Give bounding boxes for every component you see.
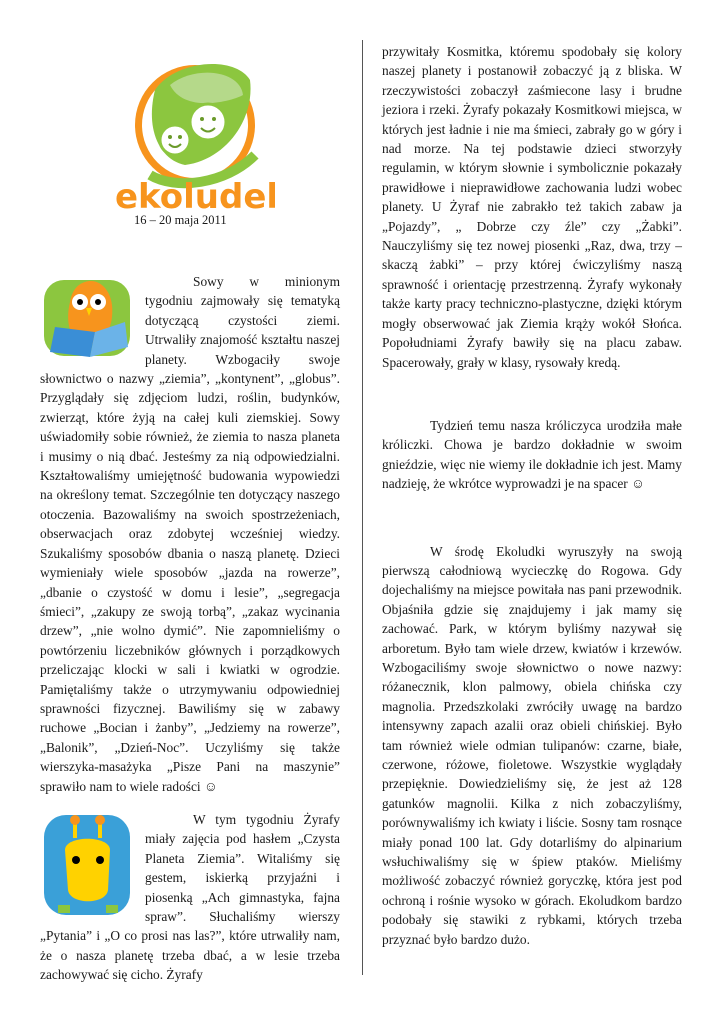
paragraph-sowy: Sowy w minionym tygodniu zajmowały się tematyką dotyczącą czystości ziemi. Utrwaliły znajomość kształtu naszej planety. Wzbogaciły swoje słownictwo o nazwy „ziemia”, „kontynent”, „globus”. Przyglądały się zdjęciom ludzi, roślin, budynków, zwierząt, które żyją na całej kuli ziemskiej. Sowy uświadomiły sobie również, że ziemia to nasza planeta i musimy o nią dbać. Jesteśmy za nią odpowiedzialni. Kształtowaliśmy umiejętność budowania wypowiedzi na określony temat. Szczególnie ten dotyczący naszego otoczenia. Bazowaliśmy na swoich spostrzeżeniach, obserwacjach oraz zdobytej wcześniej wiedzy. Szukaliśmy sposobów dbania o naszą planetę. Dzieci wymieniały wiele sposobów „jazda na rowerze”, „dbanie o czystość w domu i lesie”, „segregacja śmieci”, „zakupy ze swoją torbą”, „zakaz wycinania drzew”, „nie wolno dymić”. Nie zapomnieliśmy o powtórzeniu liczebników głównych i porządkowych przeliczając klocki w sali i kwiatki w ogrodzie. Pamiętaliśmy także o utrzymywaniu odpowiedniej sprawności fizycznej. Bawiliśmy się w zabawy ruchowe „Bocian i żanby”, „Jedziemy na rowerze”, „Balonik”, „Dzień-Noc”. Uczyliśmy się także wierszyka-masażyka „Pisze Pani na maszynie” sprawiło nam to wiele radości ☺ bbox=[40, 274, 340, 794]
date-range: 16 – 20 maja 2011 bbox=[134, 213, 227, 227]
column-divider bbox=[362, 40, 363, 975]
owl-icon bbox=[40, 272, 135, 362]
right-column bbox=[382, 42, 682, 949]
paragraph-zyrafy-cont: przywitały Kosmitka, któremu spodobały się kolory naszej planety i postanowił zobaczyć ją z bliska. W rzeczywistości zobaczył zaśmiecone lasy i brudne jeziora i rzeki. Żyrafy pokazały Kosmitkowi miejsca, w których jest ładnie i nie ma śmieci, zabrały go w góry i nad morze. Na tej podstawie dzieci stworzyły regulamin, w którym słownie i symbolicznie pokazały prawidłowe i nieprawidłowe zachowania ludzi wobec planety. U Żyraf nie zabrakło też takich zabaw ja „Pojazdy”, „ Dobrze czy źle” czy „Żabki”. Nauczyliśmy się tez nowej piosenki „Raz, dwa, trzy – skaczą żabki” – przy której ćwiczyliśmy naszą sprawność i orientację przestrzenną. Żyrafy wykonały także karty pracy techniczno-plastyczne, dzięki którym mogły obserwować jak Ziemia krąży wokół Słońca. Popołudniami Żyrafy bawiły się na placu zabaw. Spacerowały, grały w klasy, rysowały kredą. bbox=[382, 44, 682, 370]
left-column bbox=[40, 272, 340, 985]
paragraph-wycieczka: W środę Ekoludki wyruszyły na swoją pierwszą całodniową wycieczkę do Rogowa. Gdy dojechaliśmy na miejsce powitała nas pani przewodnik. Objaśniła gdzie się znajdujemy i jak mamy się zachować. Park, w którym byliśmy nazywał się arboretum. Było tam wiele drzew, kwiatów i krzewów. Wzbogaciliśmy swoje słownictwo o nowe nazwy: różanecznik, klon palmowy, obiela chińska czy magnolia. Przedszkolaki zwróciły uwagę na bardzo intensywny zapach azalii oraz obieli chińskiej. Było tam również wiele odmian tulipanów: czarne, białe, czerwone, różowe, fioletowe. Wszystkie wyglądały przepięknie. Dowiedzieliśmy się, że jest aż 128 gatunków magnolii. Kilka z nich zobaczyliśmy, porównywaliśmy ich kwiaty i liście. Sosny tam rosnące miały ponad 100 lat. Gdy dotarliśmy do alpinarium wsłuchiwaliśmy się w śpiew ptaków. Mieliśmy możliwość zobaczyć również goryczkę, która jest pod ochroną i rośnie wysoko w górach. Ekoludkom bardzo podobały się stawiki z rybkami, których trzeba przyznać było bardzo dużo. bbox=[382, 543, 682, 947]
giraffe-icon bbox=[40, 810, 135, 920]
paragraph-zyrafy: W tym tygodniu Żyrafy miały zajęcia pod hasłem „Czysta Planeta Ziemia”. Witaliśmy się gestem, iskierką przyjaźni i piosenką „Ach gimnastyka, fajna spraw”. Słuchaliśmy wierszy „Pytania” i „O co prosi nas las?”, które utrwaliły nam, że o nasza planetę trzeba dbać, a w lesie trzeba zachowywać się cicho. Żyrafy bbox=[40, 811, 340, 983]
logo-text: ekoludek bbox=[115, 177, 275, 217]
paragraph-kroliczyca: Tydzień temu nasza króliczyca urodziła małe króliczki. Chowa je bardzo dokładnie w swoim gnieździe, więc nie wiemy ile dokładnie ich jest. Mamy nadzieję, że wkrótce wyprowadzi je na spacer ☺ bbox=[382, 417, 682, 492]
ekoludek-logo bbox=[115, 40, 275, 240]
